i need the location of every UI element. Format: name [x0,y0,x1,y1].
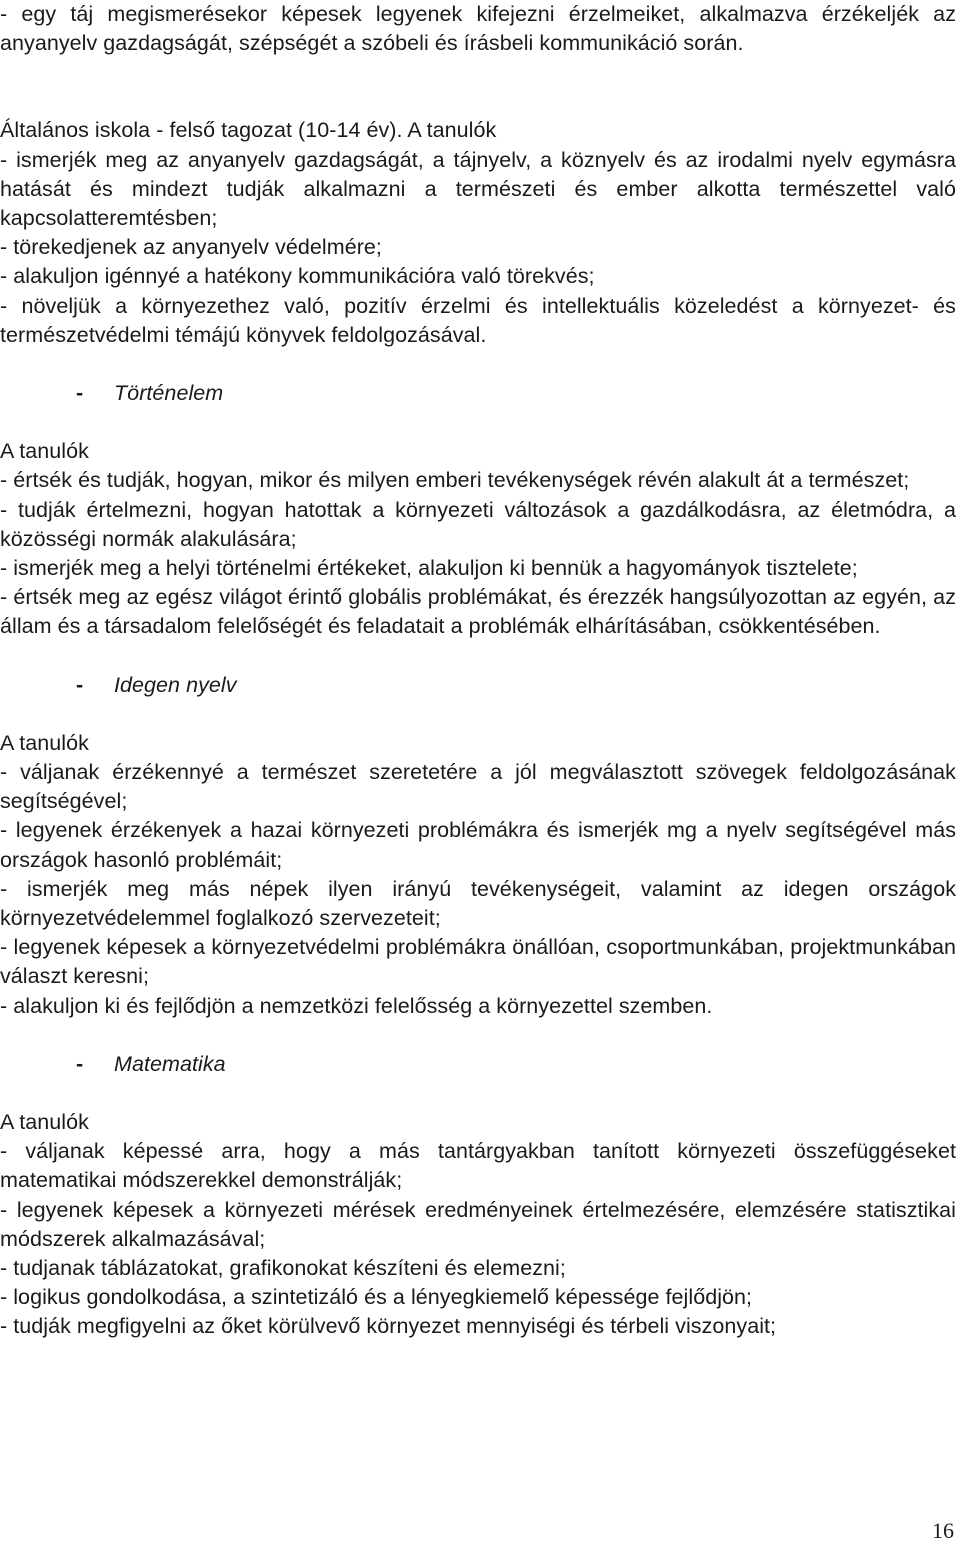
list-item: - értsék meg az egész világot érintő globális problémákat, és érezzék hangsúlyozottan az egyén, az állam és a társadalom felelőségét és feladatait a problémák elhárításában, csökkentésében. [0,585,956,639]
list-item: - értsék és tudják, hogyan, mikor és milyen emberi tevékenységek révén alakult át a természet; [0,468,910,493]
heading-dash: - [76,381,84,406]
list-item: - tudják megfigyelni az őket körülvevő környezet mennyiségi és térbeli viszonyait; [0,1314,777,1339]
list-item: - alakuljon ki és fejlődjön a nemzetközi felelősség a környezettel szemben. [0,993,713,1018]
list-item: - legyenek képesek a környezeti mérések eredményeinek értelmezésére, elemzésére statisztikai módszerek alkalmazásával; [0,1197,956,1251]
spacer [0,700,956,729]
list-item: - váljanak képessé arra, hogy a más tantárgyakban tanított környezeti összefüggéseket matematikai módszerekkel demonstrálják; [0,1139,956,1193]
section-subject: A tanulók [0,1110,89,1135]
list-item: - váljanak érzékennyé a természet szeretetére a jól megválasztott szövegek feldolgozásának segítségével; [0,760,956,814]
list-item: - legyenek képesek a környezetvédelmi problémákra önállóan, csoportmunkában, projektmunkában választ keresni; [0,935,956,989]
intro-paragraph: - egy táj megismerésekor képesek legyenek kifejezni érzelmeiket, alkalmazva érzékeljék az anyanyelv gazdagságát, szépségét a szóbeli és írásbeli kommunikáció során. [0,2,956,56]
list-item: - alakuljon igénnyé a hatékony kommunikációra való törekvés; [0,264,595,289]
heading-dash: - [76,672,84,697]
upper-school-paragraph [0,116,956,145]
list-item: - törekedjenek az anyanyelv védelmére; [0,235,382,260]
list-item: - logikus gondolkodása, a szintetizáló és a lényegkiemelő képessége fejlődjön; [0,1285,753,1310]
spacer [0,408,956,437]
upper-school-subject: A tanulók [407,118,497,143]
list-item: - ismerjék meg a helyi történelmi értékeket, alakuljon ki bennük a hagyományok tisztelete; [0,556,858,581]
list-item: - ismerjék meg az anyanyelv gazdagságát, a tájnyelv, a köznyelv és az irodalmi nyelv egymásra hatását és mindezt tudják alkalmazni a természeti és ember alkotta természettel való kapcsolatteremtésben; [0,147,956,231]
spacer [0,642,956,671]
spacer [0,58,956,116]
section-subject: A tanulók [0,730,89,755]
heading-title: Matematika [114,1051,226,1076]
spacer [0,1079,956,1108]
page-number: 16 [932,1518,954,1543]
heading-title: Történelem [114,381,224,406]
section-heading-idegen-nyelv [0,671,956,700]
section-subject: A tanulók [0,439,89,464]
list-item: - legyenek érzékenyek a hazai környezeti problémákra és ismerjék mg a nyelv segítségével más országok hasonló problémáit; [0,818,956,872]
spacer [0,1021,956,1050]
upper-school-title: Általános iskola - felső tagozat (10-14 év). [0,118,403,143]
spacer [0,350,956,379]
section-heading-tortenelem [0,379,956,408]
heading-dash: - [76,1051,84,1076]
list-item: - növeljük a környezethez való, pozitív érzelmi és intellektuális közeledést a környezet- és természetvédelmi témájú könyvek feldolgozásával. [0,293,956,347]
list-item: - tudjanak táblázatokat, grafikonokat készíteni és elemezni; [0,1256,566,1281]
heading-title: Idegen nyelv [114,672,237,697]
list-item: - tudják értelmezni, hogyan hatottak a környezeti változások a gazdálkodásra, az életmódra, a közösségi normák alakulására; [0,497,956,551]
list-item: - ismerjék meg más népek ilyen irányú tevékenységeit, valamint az idegen országok környezetvédelemmel foglalkozó szervezeteit; [0,876,956,931]
section-heading-matematika [0,1050,956,1079]
